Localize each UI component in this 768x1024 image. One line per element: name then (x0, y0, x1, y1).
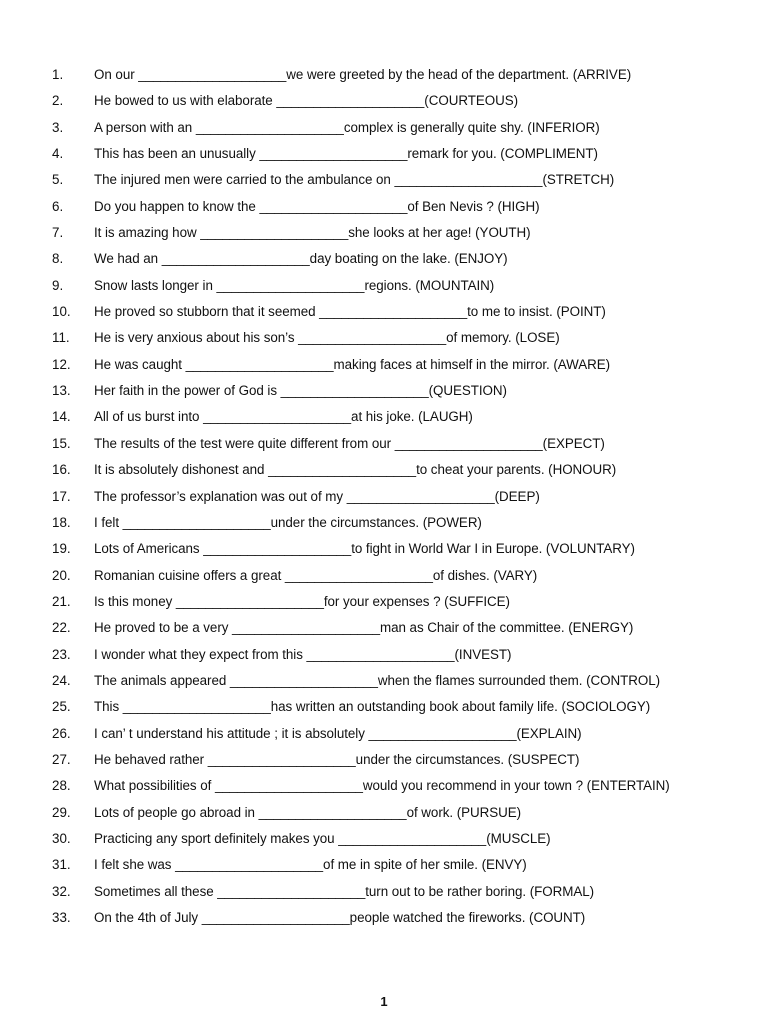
item-number: 4. (52, 146, 64, 162)
item-sentence: He was caught ____________________making faces at himself in the mirror. (AWARE) (94, 356, 611, 372)
exercise-item (0, 852, 768, 878)
item-number: 32. (52, 883, 71, 899)
item-sentence: He bowed to us with elaborate ____________________(COURTEOUS) (94, 93, 518, 109)
item-sentence: Snow lasts longer in ____________________regions. (MOUNTAIN) (94, 277, 495, 293)
exercise-item (0, 62, 768, 88)
exercise-item (0, 563, 768, 589)
exercise-item (0, 510, 768, 536)
item-number: 21. (52, 593, 71, 609)
item-sentence: Do you happen to know the ____________________of Ben Nevis ? (HIGH) (94, 198, 540, 214)
item-number: 24. (52, 672, 71, 688)
item-number: 14. (52, 409, 71, 425)
item-sentence: What possibilities of ____________________would you recommend in your town ? (ENTERTAIN) (94, 778, 670, 794)
page-number: 1 (380, 994, 388, 1009)
item-number: 1. (52, 67, 64, 82)
item-sentence: I felt she was ____________________of me in spite of her smile. (ENVY) (94, 857, 527, 873)
exercise-item (0, 352, 768, 378)
exercise-list (0, 62, 768, 931)
exercise-item (0, 273, 768, 299)
item-sentence: The animals appeared ____________________when the flames surrounded them. (CONTROL) (94, 672, 661, 688)
exercise-item (0, 589, 768, 615)
exercise-item (0, 167, 768, 193)
item-sentence: Lots of people go abroad in ____________________of work. (PURSUE) (94, 804, 522, 820)
exercise-item (0, 115, 768, 141)
exercise-item (0, 615, 768, 641)
item-sentence: We had an ____________________day boating on the lake. (ENJOY) (94, 251, 508, 267)
item-number: 12. (52, 356, 71, 372)
exercise-item (0, 431, 768, 457)
item-sentence: A person with an ____________________complex is generally quite shy. (INFERIOR) (94, 119, 600, 135)
item-number: 22. (52, 620, 71, 636)
exercise-item (0, 299, 768, 325)
item-number: 33. (52, 910, 71, 925)
item-number: 26. (52, 725, 71, 741)
item-number: 5. (52, 172, 64, 188)
exercise-item (0, 747, 768, 773)
item-number: 3. (52, 119, 64, 135)
exercise-item (0, 800, 768, 826)
item-sentence: Her faith in the power of God is ____________________(QUESTION) (94, 383, 507, 399)
item-sentence: It is amazing how ____________________she looks at her age! (YOUTH) (94, 225, 531, 241)
item-number: 2. (52, 93, 64, 109)
exercise-item (0, 220, 768, 246)
item-sentence: On the 4th of July ____________________people watched the fireworks. (COUNT) (94, 910, 586, 925)
item-number: 31. (52, 857, 71, 873)
item-number: 27. (52, 751, 71, 767)
item-number: 23. (52, 646, 71, 662)
exercise-item (0, 194, 768, 220)
item-sentence: Is this money ____________________for your expenses ? (SUFFICE) (94, 593, 510, 609)
exercise-item (0, 826, 768, 852)
item-number: 19. (52, 541, 71, 557)
item-number: 28. (52, 778, 71, 794)
exercise-item (0, 484, 768, 510)
item-sentence: He behaved rather ____________________under the circumstances. (SUSPECT) (94, 751, 580, 767)
exercise-item (0, 879, 768, 905)
exercise-item (0, 694, 768, 720)
item-number: 18. (52, 514, 71, 530)
exercise-item (0, 325, 768, 351)
item-sentence: This has been an unusually ____________________remark for you. (COMPLIMENT) (94, 146, 598, 162)
item-number: 29. (52, 804, 71, 820)
item-number: 9. (52, 277, 64, 293)
item-sentence: The professor’s explanation was out of my ____________________(DEEP) (94, 488, 540, 504)
item-sentence: He is very anxious about his son’s ____________________of memory. (LOSE) (94, 330, 560, 346)
item-number: 10. (52, 304, 71, 320)
item-number: 16. (52, 462, 71, 478)
item-number: 30. (52, 830, 71, 846)
exercise-item (0, 773, 768, 799)
item-number: 17. (52, 488, 71, 504)
item-number: 15. (52, 435, 71, 451)
exercise-item (0, 536, 768, 562)
item-sentence: It is absolutely dishonest and ____________________to cheat your parents. (HONOUR) (94, 462, 617, 478)
item-sentence: This ____________________has written an outstanding book about family life. (SOCIOLOGY) (94, 699, 651, 715)
exercise-item (0, 905, 768, 931)
exercise-item (0, 141, 768, 167)
item-sentence: Sometimes all these ____________________turn out to be rather boring. (FORMAL) (94, 883, 595, 899)
exercise-item (0, 668, 768, 694)
item-sentence: Lots of Americans ____________________to fight in World War I in Europe. (VOLUNTARY) (94, 541, 635, 557)
item-sentence: He proved so stubborn that it seemed ____________________to me to insist. (POINT) (94, 304, 606, 320)
item-sentence: I felt ____________________under the circumstances. (POWER) (94, 514, 482, 530)
exercise-item (0, 642, 768, 668)
exercise-item (0, 721, 768, 747)
item-sentence: Romanian cuisine offers a great ____________________of dishes. (VARY) (94, 567, 538, 583)
exercise-item (0, 246, 768, 272)
item-sentence: On our ____________________we were greeted by the head of the department. (ARRIVE) (94, 67, 632, 82)
item-number: 20. (52, 567, 71, 583)
exercise-item (0, 404, 768, 430)
exercise-item (0, 88, 768, 114)
item-sentence: He proved to be a very ____________________man as Chair of the committee. (ENERGY) (94, 620, 634, 636)
item-number: 7. (52, 225, 64, 241)
item-number: 13. (52, 383, 71, 399)
item-number: 25. (52, 699, 71, 715)
item-sentence: All of us burst into ____________________at his joke. (LAUGH) (94, 409, 473, 425)
item-sentence: I wonder what they expect from this ____________________(INVEST) (94, 646, 512, 662)
item-number: 8. (52, 251, 64, 267)
item-sentence: I can’ t understand his attitude ; it is absolutely ____________________(EXPLAIN) (94, 725, 582, 741)
item-sentence: Practicing any sport definitely makes you ____________________(MUSCLE) (94, 830, 551, 846)
exercise-item (0, 457, 768, 483)
exercise-item (0, 378, 768, 404)
item-sentence: The results of the test were quite different from our ____________________(EXPECT) (94, 435, 605, 451)
item-sentence: The injured men were carried to the ambulance on ____________________(STRETCH) (94, 172, 615, 188)
item-number: 11. (52, 330, 70, 346)
item-number: 6. (52, 198, 64, 214)
